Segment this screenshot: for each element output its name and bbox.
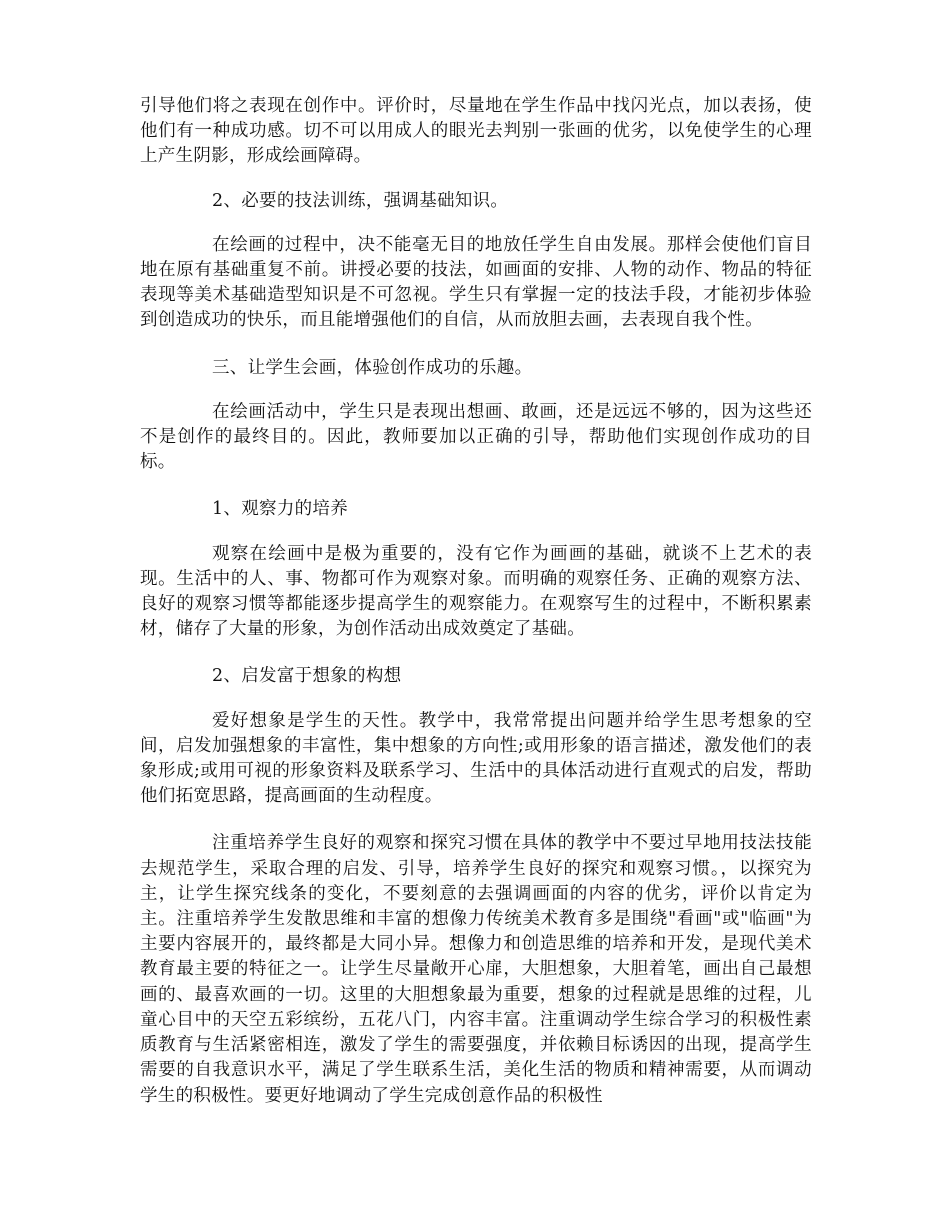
paragraph-observation: 观察在绘画中是极为重要的，没有它作为画画的基础，就谈不上艺术的表现。生活中的人、事、物都可作为观察对象。而明确的观察任务、正确的观察方法、良好的观察习惯等都能逐步提高学生的观察能力。在观察写生的过程中，不断积累素材，储存了大量的形象，为创作活动出成效奠定了基础。: [140, 543, 812, 640]
paragraph-imagination: 爱好想象是学生的天性。教学中，我常常提出问题并给学生思考想象的空间，启发加强想象的丰富性，集中想象的方向性;或用形象的语言描述，激发他们的表象形成;或用可视的形象资料及联系学习、生活中的具体活动进行直观式的启发，帮助他们拓宽思路，提高画面的生动程度。: [140, 710, 812, 807]
document-page: [140, 94, 812, 1109]
paragraph-technique-training: 在绘画的过程中，决不能毫无目的地放任学生自由发展。那样会使他们盲目地在原有基础重复不前。讲授必要的技法，如画面的安排、人物的动作、物品的特征表现等美术基础造型知识是不可忽视。学生只有掌握一定的技法手段，才能初步体验到创造成功的快乐，而且能增强他们的自信，从而放胆去画，去表现自我个性。: [140, 234, 812, 331]
paragraph-habits-thinking: 注重培养学生良好的观察和探究习惯在具体的教学中不要过早地用技法技能去规范学生，采取合理的启发、引导，培养学生良好的探究和观察习惯。，以探究为主，让学生探究线条的变化，不要刻意的去强调画面的内容的优劣，评价以肯定为主。注重培养学生发散思维和丰富的想像力传统美术教育多是围绕"看画"或"临画"为主要内容展开的，最终都是大同小异。想像力和创造思维的培养和开发，是现代美术教育最主要的特征之一。让学生尽量敞开心扉，大胆想象，大胆着笔，画出自己最想画的、最喜欢画的一切。这里的大胆想象最为重要，想象的过程就是思维的过程，儿童心目中的天空五彩缤纷，五花八门，内容丰富。注重调动学生综合学习的积极性素质教育与生活紧密相连，激发了学生的需要强度，并依赖目标诱因的出现，提高学生需要的自我意识水平，满足了学生联系生活，美化生活的物质和精神需要，从而调动学生的积极性。要更好地调动了学生完成创意作品的积极性: [140, 833, 812, 1106]
heading-technique-training: 2、必要的技法训练，强调基础知识。: [212, 190, 509, 211]
heading-observation: 1、观察力的培养: [212, 499, 349, 520]
paragraph-evaluation-praise: 引导他们将之表现在创作中。评价时，尽量地在学生作品中找闪光点，加以表扬，使他们有一种成功感。切不可以用成人的眼光去判别一张画的优劣，以免使学生的心理上产生阴影，形成绘画障碍。: [140, 96, 812, 167]
heading-imagination: 2、启发富于想象的构想: [212, 666, 402, 687]
paragraph-creation-success: 在绘画活动中，学生只是表现出想画、敢画，还是远远不够的，因为这些还不是创作的最终目的。因此，教师要加以正确的引导，帮助他们实现创作成功的目标。: [140, 401, 812, 473]
heading-section-three: 三、让学生会画，体验创作成功的乐趣。: [212, 357, 533, 378]
